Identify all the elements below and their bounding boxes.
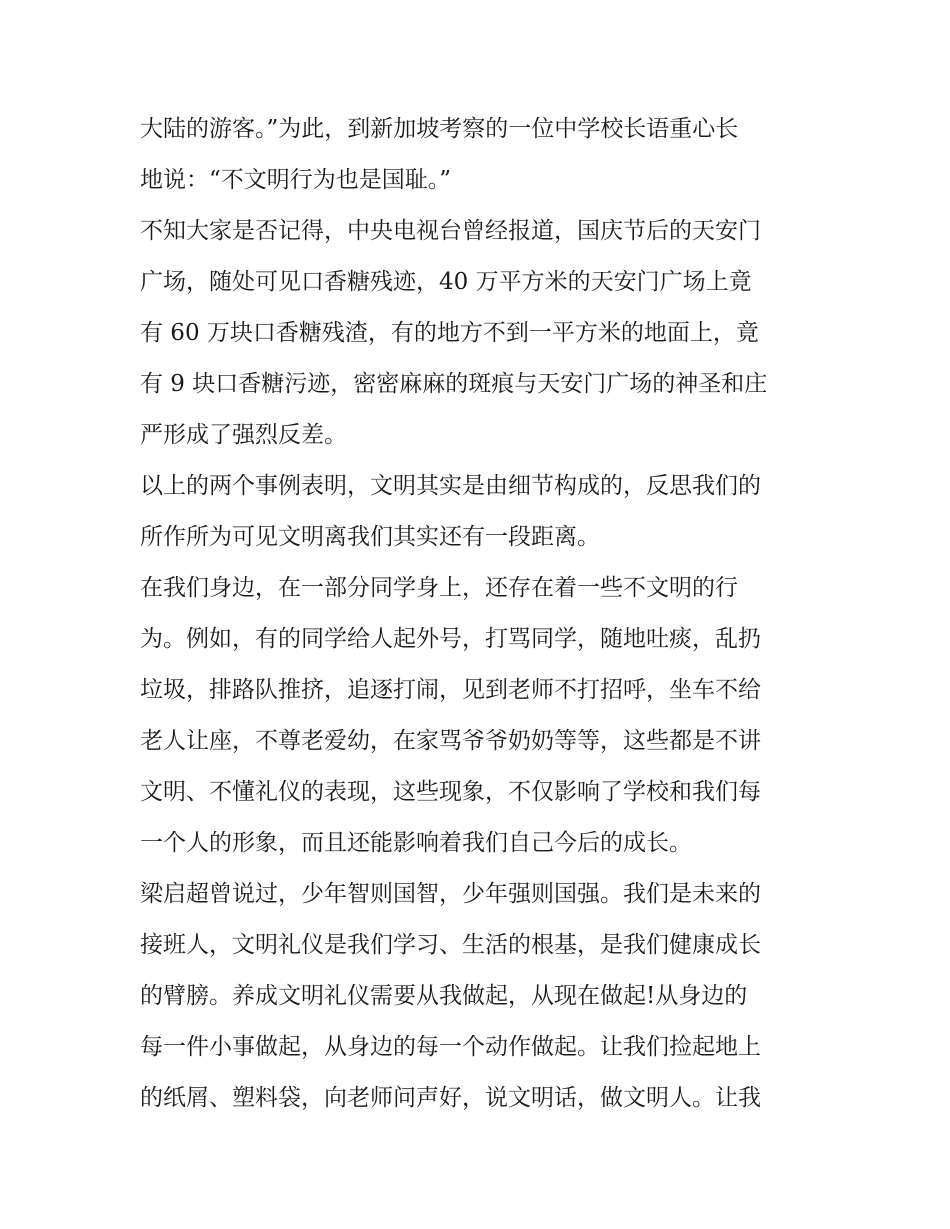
text-line: 文明、不懂礼仪的表现，这些现象，不仅影响了学校和我们每: [140, 779, 761, 805]
text-line: 有 9 块口香糖污迹，密密麻麻的斑痕与天安门广场的神圣和庄: [140, 371, 768, 397]
text-line: 的纸屑、塑料袋，向老师问声好，说文明话，做文明人。让我: [140, 1085, 761, 1111]
text-line: 的臂膀。养成文明礼仪需要从我做起，从现在做起!从身边的: [140, 983, 748, 1009]
text-line: 严形成了强烈反差。: [140, 422, 347, 448]
text-line: 地说：“不文明行为也是国耻。”: [140, 167, 452, 193]
text-line: 为。例如，有的同学给人起外号，打骂同学，随地吐痰，乱扔: [140, 626, 761, 652]
text-line: 垃圾，排路队推挤，追逐打闹，见到老师不打招呼，坐车不给: [140, 677, 761, 703]
body-text: [140, 104, 820, 1124]
text-line: 大陆的游客。”为此，到新加坡考察的一位中学校长语重心长: [140, 116, 739, 142]
text-line: 广场，随处可见口香糖残迹，40 万平方米的天安门广场上竟: [140, 269, 752, 295]
text-line: 以上的两个事例表明，文明其实是由细节构成的，反思我们的: [140, 473, 761, 499]
text-line: 每一件小事做起，从身边的每一个动作做起。让我们捡起地上: [140, 1034, 761, 1060]
text-line: 有 60 万块口香糖残渣，有的地方不到一平方米的地面上，竟: [140, 320, 759, 346]
text-line: 一个人的形象，而且还能影响着我们自己今后的成长。: [140, 830, 692, 856]
text-line: 老人让座，不尊老爱幼，在家骂爷爷奶奶等等，这些都是不讲: [140, 728, 761, 754]
text-line: 不知大家是否记得，中央电视台曾经报道，国庆节后的天安门: [140, 218, 761, 244]
text-line: 梁启超曾说过，少年智则国智，少年强则国强。我们是未来的: [140, 881, 761, 907]
text-line: 所作所为可见文明离我们其实还有一段距离。: [140, 524, 600, 550]
text-line: 在我们身边，在一部分同学身上，还存在着一些不文明的行: [140, 575, 738, 601]
text-line: 接班人，文明礼仪是我们学习、生活的根基，是我们健康成长: [140, 932, 761, 958]
